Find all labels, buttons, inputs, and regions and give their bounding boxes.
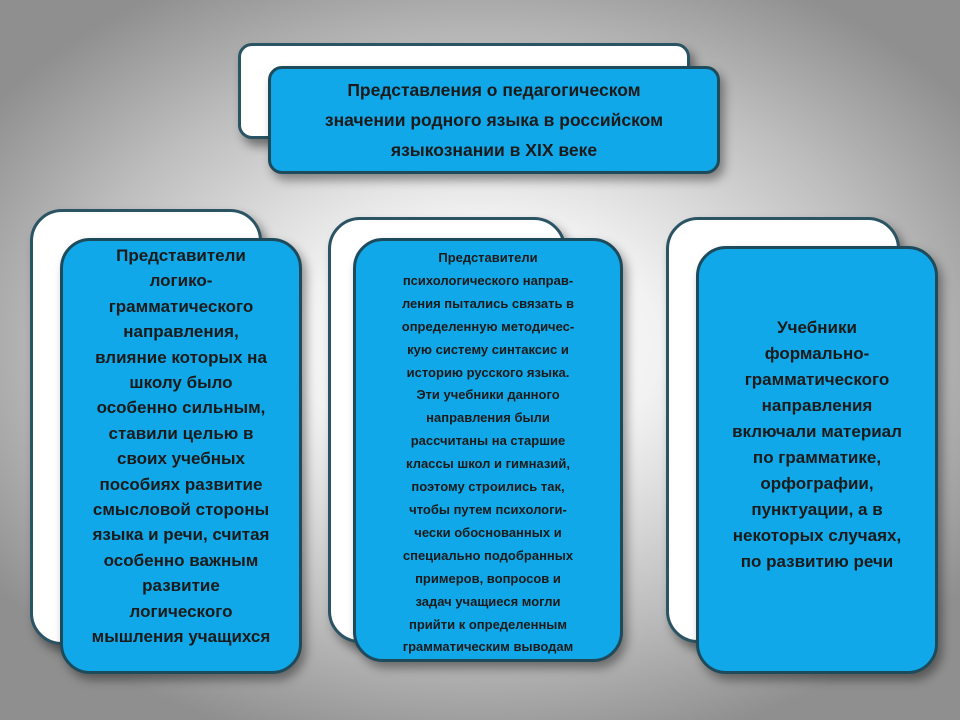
right-card <box>696 246 938 674</box>
left-card <box>60 238 302 674</box>
title-text: Представления о педагогическом значении родного языка в российском языкознании в XIX веке <box>324 80 664 160</box>
right-card-text: Учебники формально- грамматического направления включали материал по грамматике, орфографии, пунктуации, а в некоторых случаях, по развитию речи <box>732 318 902 571</box>
left-card-text: Представители логико- грамматического направления, влияние которых на школу было особенно сильным, ставили целью в своих учебных пособиях развитие смысловой стороны языка и речи, считая особенно важным развитие логического мышления учащихся <box>91 246 271 647</box>
middle-card-text: Представители психологического направ- ления пытались связать в определенную методичес- кую систему синтаксис и историю русского языка. Эти учебники данного направления были рассчитаны на старшие классы школ и гимназий, поэтому строились так, чтобы путем психологи- чески обоснованных и специально подобранных примеров, вопросов и задач учащиеся могли прийти к определенным грамматическим выводам <box>401 250 575 655</box>
title-card <box>268 66 720 174</box>
middle-card <box>353 238 623 662</box>
